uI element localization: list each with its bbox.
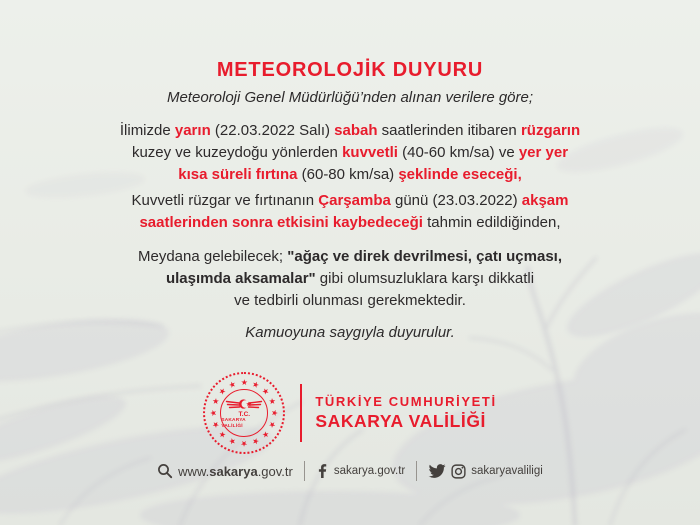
footer-social xyxy=(428,464,543,479)
seal-name-label: SAKARYA VALİLİĞİ xyxy=(221,418,246,429)
governorship-seal xyxy=(203,372,285,454)
crescent-star-emblem-icon xyxy=(225,397,263,410)
footer-contact-bar xyxy=(0,458,700,484)
seal-star-icon: ★ xyxy=(217,428,229,441)
closing-line: Kamuoyuna saygıyla duyurulur. xyxy=(245,324,455,341)
paragraph-warning: Meydana gelebilecek; "ağaç ve direk devrilmesi, çatı uçması, ulaşımda aksamalar" gibi olumsuzluklara karşı dikkatli ve tedbirli olunması gerekmektedir. xyxy=(137,248,563,309)
seal-star-icon: ★ xyxy=(240,439,248,448)
footer-website xyxy=(157,463,293,479)
authority-republic-label: TÜRKİYE CUMHURİYETİ xyxy=(315,394,497,409)
footer-divider xyxy=(304,461,305,481)
paragraph-storm-end: Kuvvetli rüzgar ve fırtınanın Çarşamba günü (23.03.2022) akşam saatlerinden sonra etkisini kaybedeceği tahmin edildiğinden, xyxy=(131,192,569,231)
seal-star-icon: ★ xyxy=(227,379,238,391)
seal-star-icon: ★ xyxy=(270,409,280,417)
seal-inner-circle xyxy=(220,389,268,437)
facebook-handle: sakarya.gov.tr xyxy=(333,465,406,477)
authority-governorship-label: SAKARYA VALİLİĞİ xyxy=(315,411,486,431)
website-url: www.sakarya.gov.tr xyxy=(178,463,293,479)
seal-star-icon: ★ xyxy=(260,428,272,441)
page-title: METEOROLOJİK DUYURU xyxy=(216,59,484,81)
seal-star-icon: ★ xyxy=(210,419,222,430)
instagram-icon xyxy=(451,464,466,479)
magnifier-icon xyxy=(157,463,173,479)
source-line: Meteoroloji Genel Müdürlüğü’nden alınan verilere göre; xyxy=(166,89,534,106)
seal-tc-label: T.C. xyxy=(238,411,251,418)
seal-star-icon: ★ xyxy=(217,385,229,398)
seal-star-icon: ★ xyxy=(266,419,279,430)
seal-star-icon: ★ xyxy=(240,378,248,387)
seal-star-icon: ★ xyxy=(260,385,272,398)
seal-star-icon: ★ xyxy=(209,409,219,417)
footer-facebook xyxy=(316,464,405,478)
authority-logo-block xyxy=(0,372,700,454)
twitter-icon xyxy=(428,464,446,479)
seal-star-icon: ★ xyxy=(250,379,262,391)
authority-name xyxy=(315,393,496,433)
seal-star-icon: ★ xyxy=(210,396,222,407)
social-handle: sakaryavaliligi xyxy=(471,465,543,477)
footer-divider xyxy=(416,461,417,481)
facebook-icon xyxy=(316,464,329,478)
logo-divider-line xyxy=(300,384,302,442)
seal-star-icon: ★ xyxy=(250,435,262,447)
seal-star-icon: ★ xyxy=(266,396,279,407)
paragraph-wind-forecast: İlimizde yarın (22.03.2022 Salı) sabah saatlerinden itibaren rüzgarın kuzey ve kuzeydoğu yönlerden kuvvetli (40-60 km/sa) ve yer yer kısa süreli fırtına (60-80 km/sa) şeklinde eseceği, xyxy=(119,122,581,183)
seal-star-icon: ★ xyxy=(227,435,238,447)
